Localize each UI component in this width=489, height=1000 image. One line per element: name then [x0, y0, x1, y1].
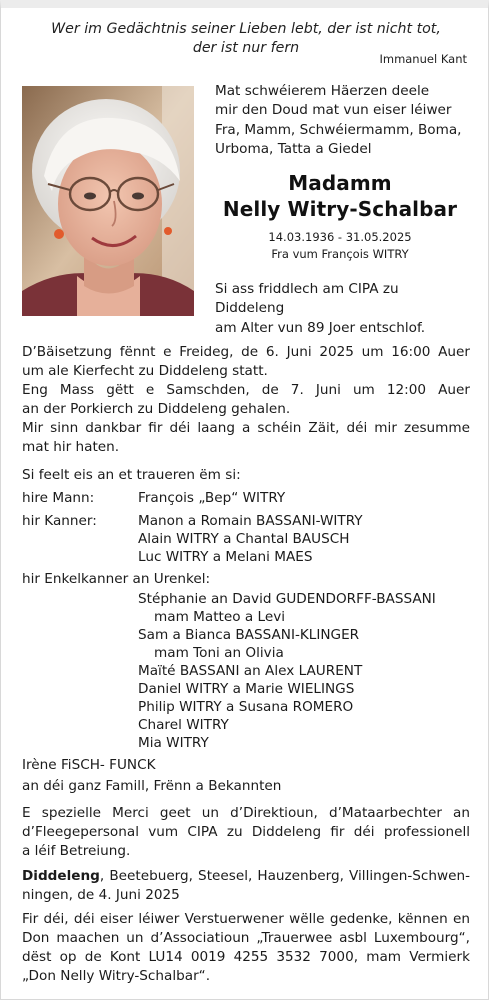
mass-info — [22, 381, 470, 419]
special-thanks — [22, 804, 470, 861]
donation-line: Don maachen un d’Associatioun „Trauerwee asbl Luxembourg“, — [22, 930, 470, 946]
grandchild-entry: Sam a Bianca BASSANI-KLINGER — [138, 627, 360, 643]
children-label: hir Kanner: — [22, 513, 97, 529]
quote-line-1: Wer im Gedächtnis seiner Lieben lebt, der ist nicht tot, — [51, 21, 441, 37]
great-grandchild-entry: mam Toni an Olivia — [154, 645, 284, 661]
husband-name: François „Bep“ WITRY — [138, 490, 286, 506]
donation-line: „Don Nelly Witry-Schalbar“. — [22, 968, 211, 984]
funeral-line: D’Bäisetzung fënnt e Freideg, de 6. Juni 2025 um 16:00 Auer — [22, 344, 470, 360]
funeral-info — [22, 343, 470, 381]
child-entry: Luc WITRY a Melani MAES — [138, 549, 313, 565]
gratitude-line: Mir sinn dankbar fir déi laang a schéin Zäit, déi mir zesumme — [22, 420, 470, 436]
grandchild-entry: Maïté BASSANI an Alex LAURENT — [138, 663, 363, 679]
donation-info — [22, 910, 470, 986]
place-date-line: ningen, de 4. Juni 2025 — [22, 887, 180, 903]
funeral-line: um ale Kierfecht zu Diddeleng statt. — [22, 363, 268, 379]
donation-line: dëst op de Kont LU14 0019 4255 3532 7000, mam Vermierk — [22, 949, 470, 965]
mourners-intro: Si feelt eis an et traueren ëm si: — [22, 467, 241, 483]
gratitude-line: mat hir haten. — [22, 439, 120, 455]
great-grandchild-entry: mam Matteo a Levi — [154, 609, 286, 625]
passing-line: am Alter vun 89 Joer entschlof. — [215, 319, 426, 336]
quote-author: Immanuel Kant — [379, 52, 467, 66]
mass-line: an der Porkierch zu Diddeleng gehalen. — [22, 401, 291, 417]
deceased-name: Nelly Witry-Schalbar — [222, 197, 458, 221]
grandchild-entry: Charel WITRY — [138, 717, 229, 733]
intro-line: Mat schwéierem Häerzen deele — [215, 83, 430, 99]
passing-line: Si ass friddlech am CIPA zu Diddeleng — [215, 281, 399, 317]
grandchildren-label: hir Enkelkanner an Urenkel: — [22, 571, 211, 587]
gratitude-text — [22, 419, 470, 457]
child-entry: Manon a Romain BASSANI-WITRY — [138, 513, 363, 529]
grandchild-entry: Mia WITRY — [138, 735, 209, 751]
grandchild-entry: Daniel WITRY a Marie WIELINGS — [138, 681, 355, 697]
place-list: , Beetebuerg, Steesel, Hauzenberg, Villingen-Schwen- — [99, 868, 470, 884]
family-line: an déi ganz Famill, Frënn a Bekannten — [22, 778, 282, 794]
place-date — [22, 867, 470, 905]
passing-text — [215, 280, 469, 338]
special-thanks-line: E spezielle Merci geet un d’Direktioun, d’Mataarbechter an — [22, 805, 470, 821]
special-thanks-line: d’Fleegepersonal vum CIPA zu Diddeleng fir déi professionell — [22, 824, 470, 840]
grandchild-entry: Stéphanie an David GUDENDORFF-BASSANI — [138, 591, 436, 607]
special-thanks-line: a léif Betreiung. — [22, 843, 131, 859]
donation-line: Fir déi, déi eiser léiwer Verstuerwener wëlle gedenke, kënnen en — [22, 911, 470, 927]
spouse-line: Fra vum François WITRY — [271, 247, 409, 261]
husband-label: hire Mann: — [22, 490, 95, 506]
child-entry: Alain WITRY a Chantal BAUSCH — [138, 531, 350, 547]
quote-line-2: der ist nur fern — [192, 40, 300, 56]
grandchild-entry: Philip WITRY a Susana ROMERO — [138, 699, 354, 715]
intro-line: Urboma, Tatta a Giedel — [215, 141, 372, 158]
intro-line: Fra, Mamm, Schwéiermamm, Boma, — [215, 121, 462, 138]
place-date-line — [22, 867, 470, 886]
mass-line: Eng Mass gëtt e Samschden, de 7. Juni um 12:00 Auer — [22, 382, 470, 398]
intro-line: mir den Doud mat vun eiser léiwer — [215, 102, 452, 119]
life-dates: 14.03.1936 - 31.05.2025 — [268, 230, 412, 244]
place-name: Diddeleng — [22, 868, 100, 884]
intro-text — [215, 82, 469, 160]
portrait-photo — [22, 86, 194, 316]
deceased-title: Madamm — [288, 171, 392, 195]
other-mourner: Irène FiSCH- FUNCK — [22, 757, 156, 773]
